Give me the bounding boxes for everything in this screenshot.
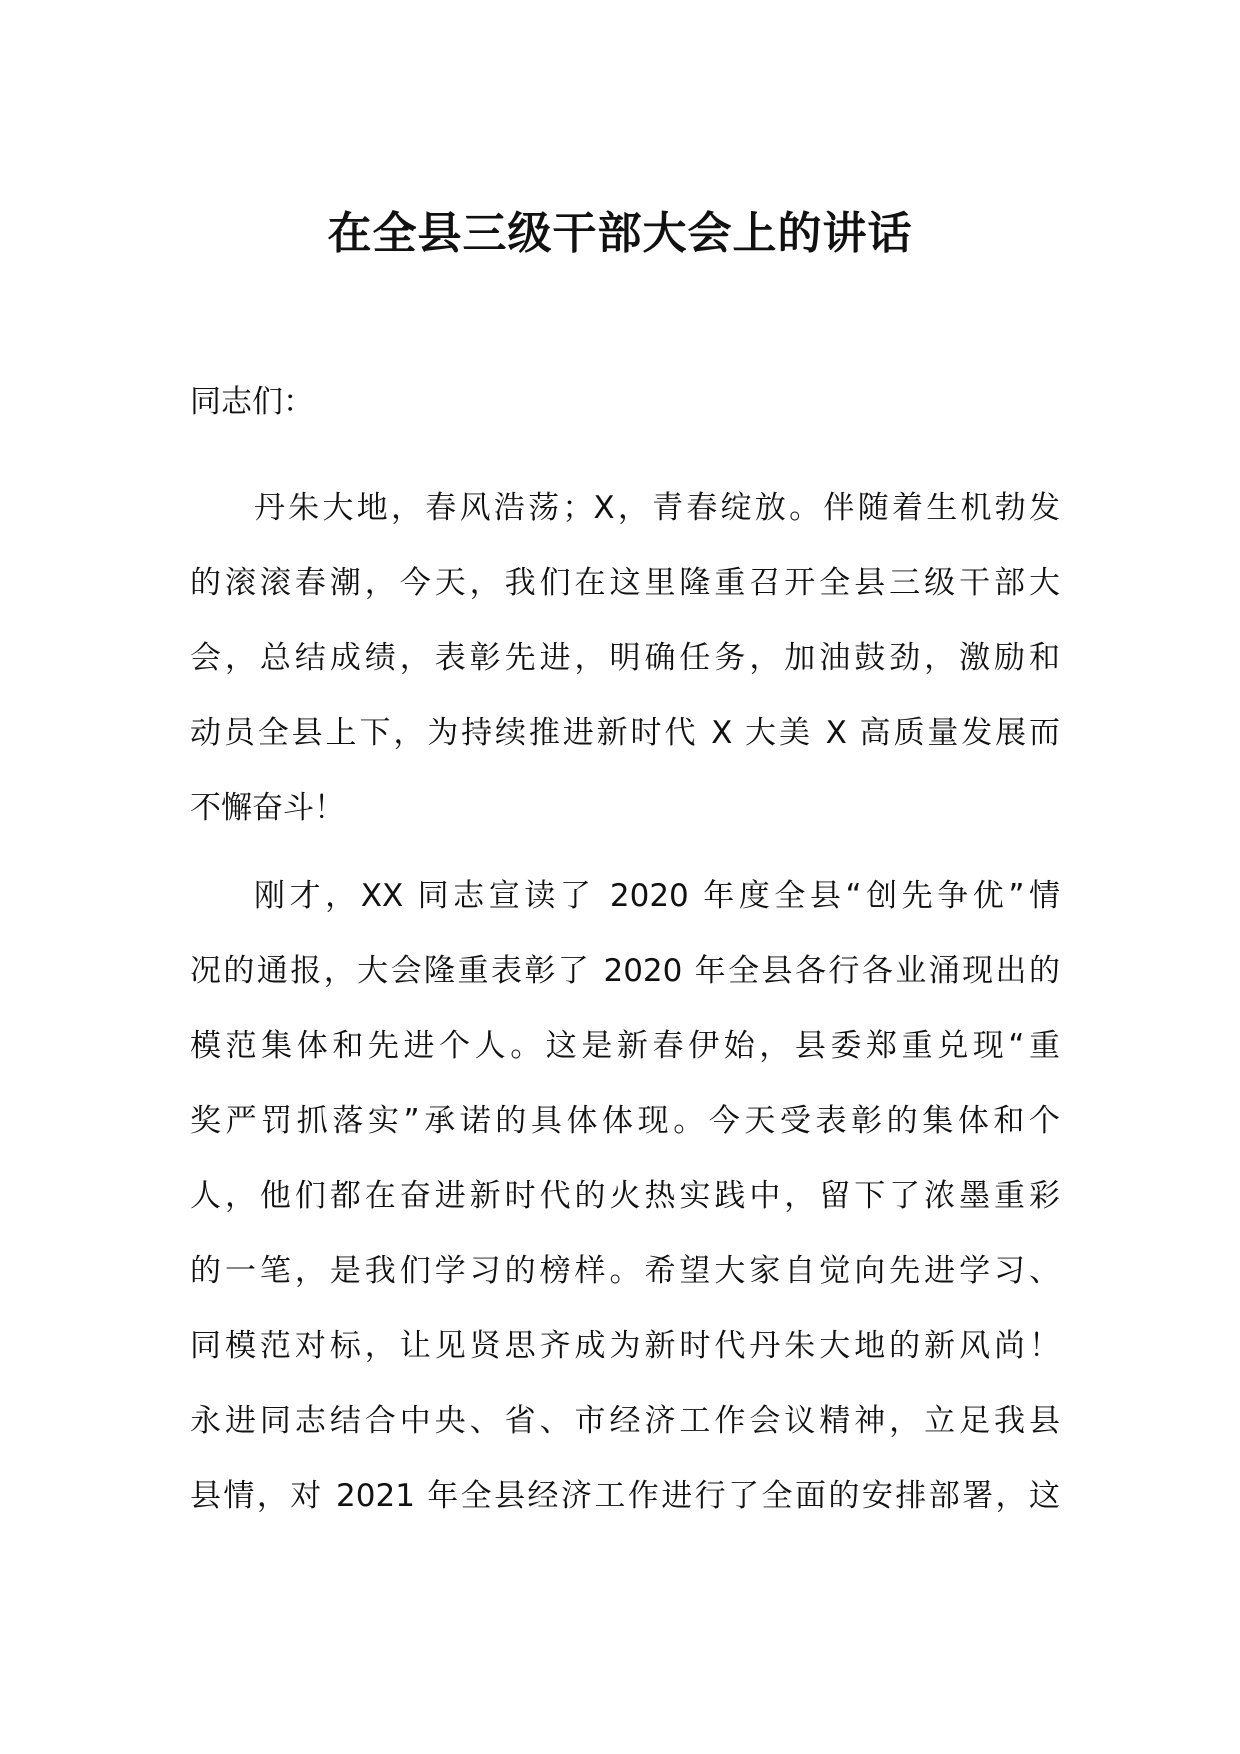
paragraph-line: 丹朱大地，春风浩荡；X，青春绽放。伴随着生机勃发 — [254, 490, 1060, 526]
paragraph-line: 的滚滚春潮，今天，我们在这里隆重召开全县三级干部大 — [190, 565, 1060, 601]
salutation: 同志们： — [190, 384, 314, 420]
paragraph-line: 县情，对 2021 年全县经济工作进行了全面的安排部署，这 — [190, 1478, 1060, 1514]
paragraph-line: 不懈奋斗！ — [190, 790, 345, 826]
paragraph-line: 刚才，XX 同志宣读了 2020 年度全县“创先争优”情 — [254, 878, 1060, 914]
paragraph-line: 的一笔，是我们学习的榜样。希望大家自觉向先进学习、 — [190, 1253, 1060, 1289]
paragraph-line: 人，他们都在奋进新时代的火热实践中，留下了浓墨重彩 — [190, 1178, 1060, 1214]
paragraph-line: 同模范对标，让见贤思齐成为新时代丹朱大地的新风尚！ — [190, 1328, 1060, 1364]
document-title: 在全县三级干部大会上的讲话 — [327, 208, 913, 259]
paragraph-line: 奖严罚抓落实”承诺的具体体现。今天受表彰的集体和个 — [190, 1103, 1060, 1139]
paragraph-line: 永进同志结合中央、省、市经济工作会议精神，立足我县 — [190, 1403, 1060, 1439]
paragraph-line: 模范集体和先进个人。这是新春伊始，县委郑重兑现“重 — [190, 1028, 1060, 1064]
paragraph-line: 况的通报，大会隆重表彰了 2020 年全县各行各业涌现出的 — [190, 953, 1060, 989]
paragraph-line: 会，总结成绩，表彰先进，明确任务，加油鼓劲，激励和 — [190, 640, 1060, 676]
paragraph-line: 动员全县上下，为持续推进新时代 X 大美 X 高质量发展而 — [190, 715, 1060, 751]
